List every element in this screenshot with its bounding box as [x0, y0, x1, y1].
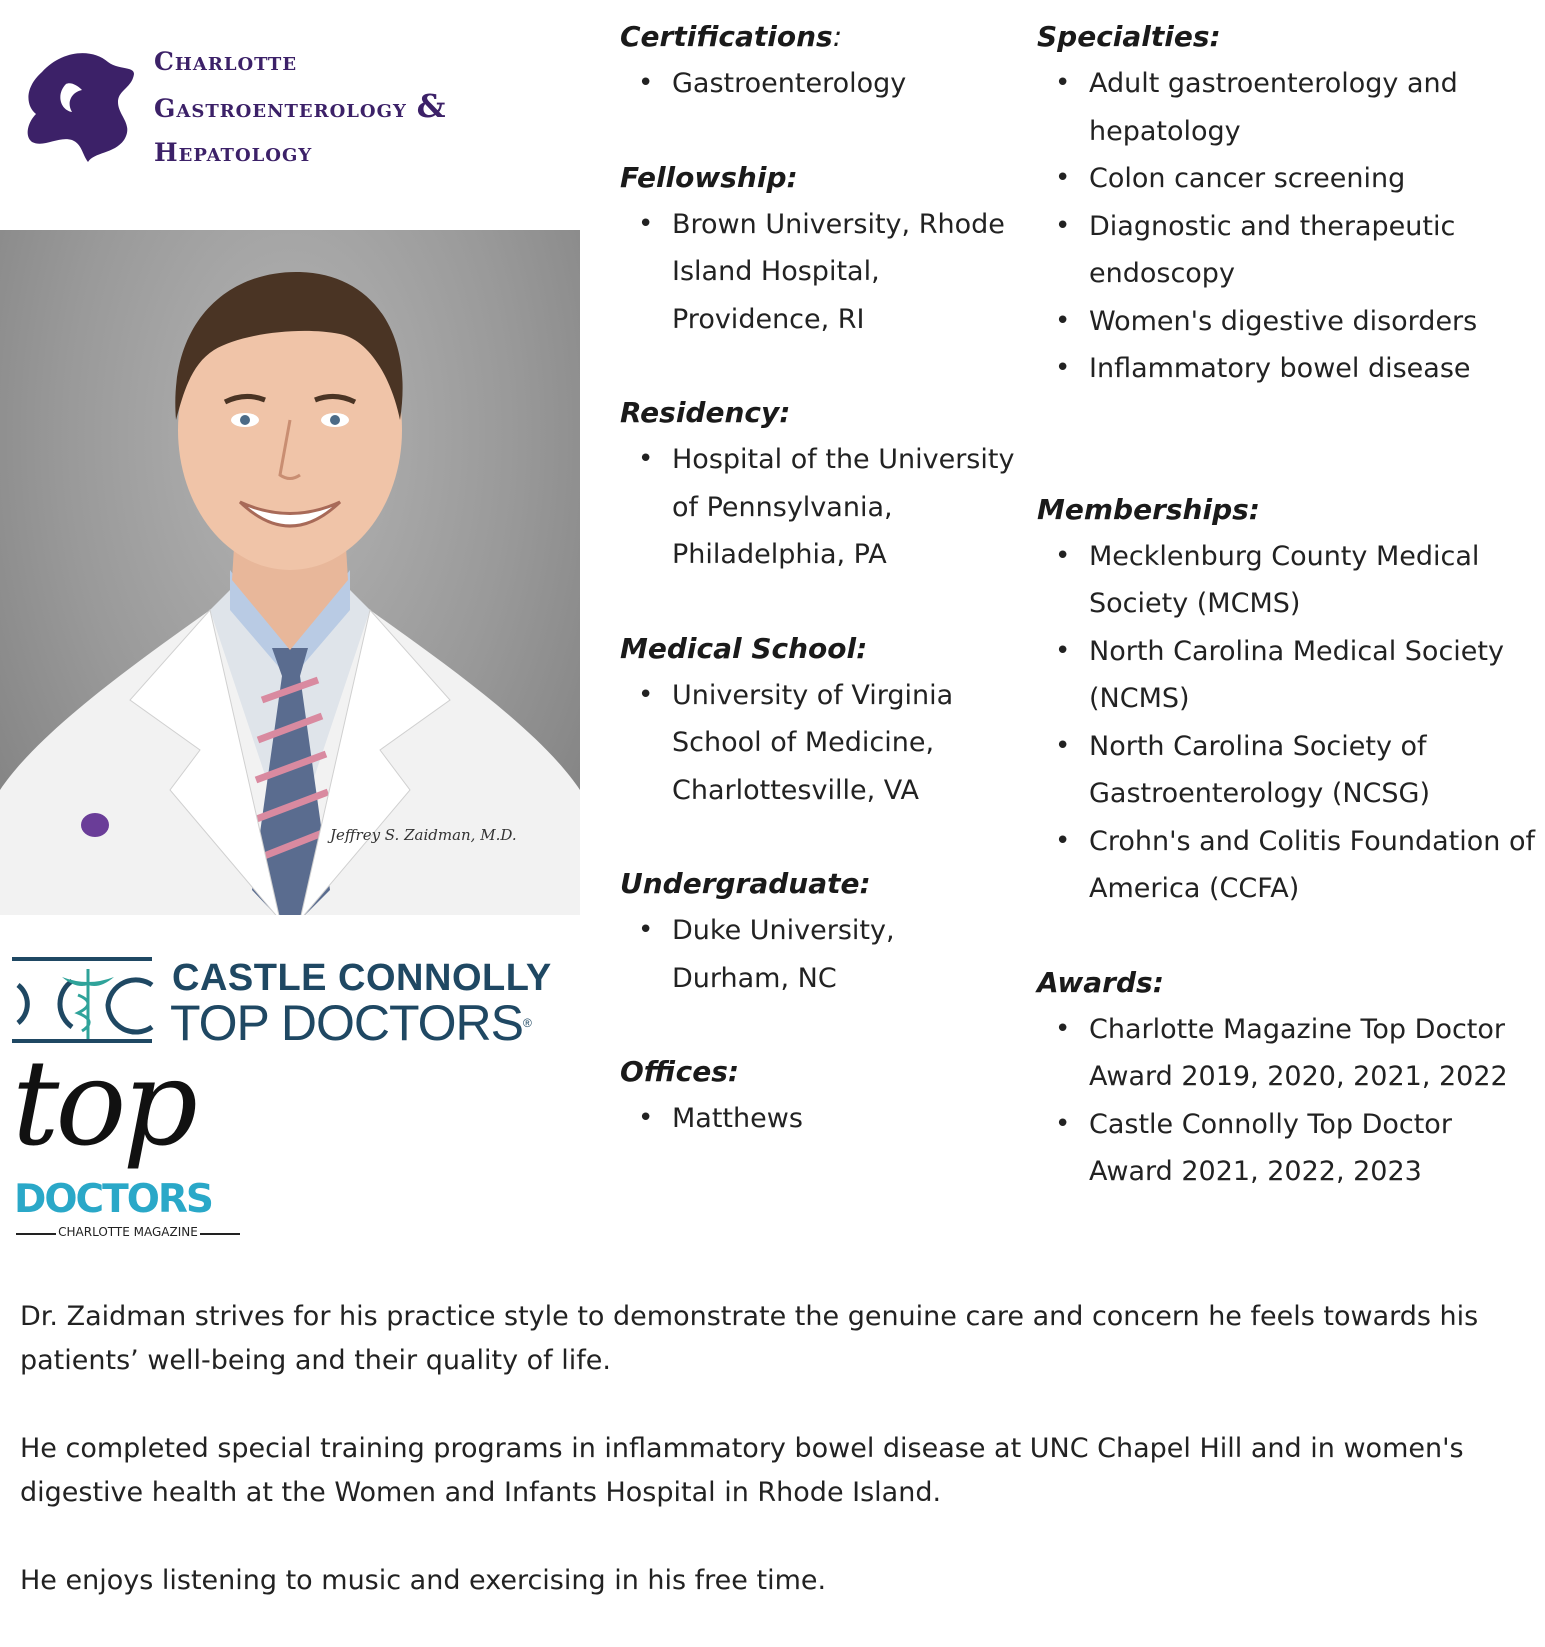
list-item: • Gastroenterology	[620, 60, 1020, 108]
certifications-section	[620, 14, 1020, 108]
medical-school-section	[620, 626, 1020, 815]
specialties-section	[1037, 14, 1537, 393]
profile-column	[1037, 14, 1537, 1196]
section-heading: Certifications:	[620, 20, 843, 53]
undergraduate-section	[620, 861, 1020, 1002]
bio-paragraph: He enjoys listening to music and exercising in his free time.	[20, 1565, 827, 1596]
section-heading: Undergraduate:	[620, 867, 871, 900]
practice-logo	[22, 36, 542, 166]
caduceus-icon	[12, 955, 162, 1045]
list-item: • Women's digestive disorders	[1037, 298, 1537, 346]
list-item: • Adult gastroenterology and hepatology	[1037, 60, 1537, 155]
doctor-bio	[20, 1295, 1520, 1647]
logo-mark-icon	[22, 44, 140, 162]
list-item: • North Carolina Society of Gastroenterology (NCSG)	[1037, 723, 1537, 818]
list-item: • North Carolina Medical Society (NCMS)	[1037, 628, 1537, 723]
castle-connolly-title: CASTLE CONNOLLY	[172, 957, 552, 999]
list-item: • Brown University, Rhode Island Hospital, Providence, RI	[620, 201, 1020, 344]
list-item: • Hospital of the University of Pennsylvania, Philadelphia, PA	[620, 436, 1020, 579]
list-item: • Mecklenburg County Medical Society (MCMS)	[1037, 533, 1537, 628]
registered-mark: ®	[522, 1016, 531, 1030]
section-heading: Medical School:	[620, 631, 868, 665]
top-doctors-word: DOCTORS	[14, 1177, 213, 1222]
list-item: • Diagnostic and therapeutic endoscopy	[1037, 203, 1537, 298]
section-heading: Specialties:	[1037, 20, 1221, 53]
list-item: • Colon cancer screening	[1037, 155, 1537, 203]
residency-section	[620, 390, 1020, 579]
logo-line-2: Gastroenterology	[154, 94, 407, 123]
section-heading: Awards:	[1037, 965, 1164, 999]
awards-section	[1037, 960, 1537, 1196]
castle-connolly-subtitle: TOP DOCTORS®	[170, 995, 531, 1051]
top-doctors-badge	[12, 1034, 252, 1245]
section-heading: Memberships:	[1037, 492, 1260, 526]
section-heading: Fellowship:	[620, 160, 798, 194]
bio-paragraph: He completed special training programs in inflammatory bowel disease at UNC Chapel Hill and in women's digestive health at the Women and Infants Hospital in Rhode Island.	[20, 1433, 1464, 1508]
memberships-section	[1037, 487, 1537, 913]
top-doctors-magazine: CHARLOTTE MAGAZINE	[12, 1225, 244, 1239]
list-item: • University of Virginia School of Medicine, Charlottesville, VA	[620, 672, 1020, 815]
list-item: • Inflammatory bowel disease	[1037, 345, 1537, 393]
list-item: • Duke University, Durham, NC	[620, 907, 1020, 1002]
coat-signature: Jeffrey S. Zaidman, M.D.	[330, 826, 517, 844]
list-item: • Castle Connolly Top Doctor Award 2021, 2022, 2023	[1037, 1101, 1537, 1196]
bio-paragraph: Dr. Zaidman strives for his practice style to demonstrate the genuine care and concern he feels towards his patients’ well-being and their quality of life.	[20, 1301, 1479, 1376]
logo-line-3: Hepatology	[154, 138, 313, 167]
list-item: • Crohn's and Colitis Foundation of America (CCFA)	[1037, 818, 1537, 913]
section-heading: Residency:	[620, 396, 791, 429]
logo-line-1: Charlotte	[154, 47, 298, 76]
list-item: • Charlotte Magazine Top Doctor Award 2019, 2020, 2021, 2022	[1037, 1006, 1537, 1101]
list-item: • Matthews	[620, 1095, 1020, 1143]
offices-section	[620, 1049, 1020, 1143]
doctor-portrait	[0, 230, 580, 915]
logo-ampersand: &	[416, 87, 447, 125]
logo-wordmark	[154, 40, 446, 175]
credentials-column	[620, 14, 1020, 1143]
section-heading: Offices:	[620, 1055, 740, 1088]
fellowship-section	[620, 155, 1020, 344]
top-doctors-top-word: top	[12, 1034, 194, 1172]
